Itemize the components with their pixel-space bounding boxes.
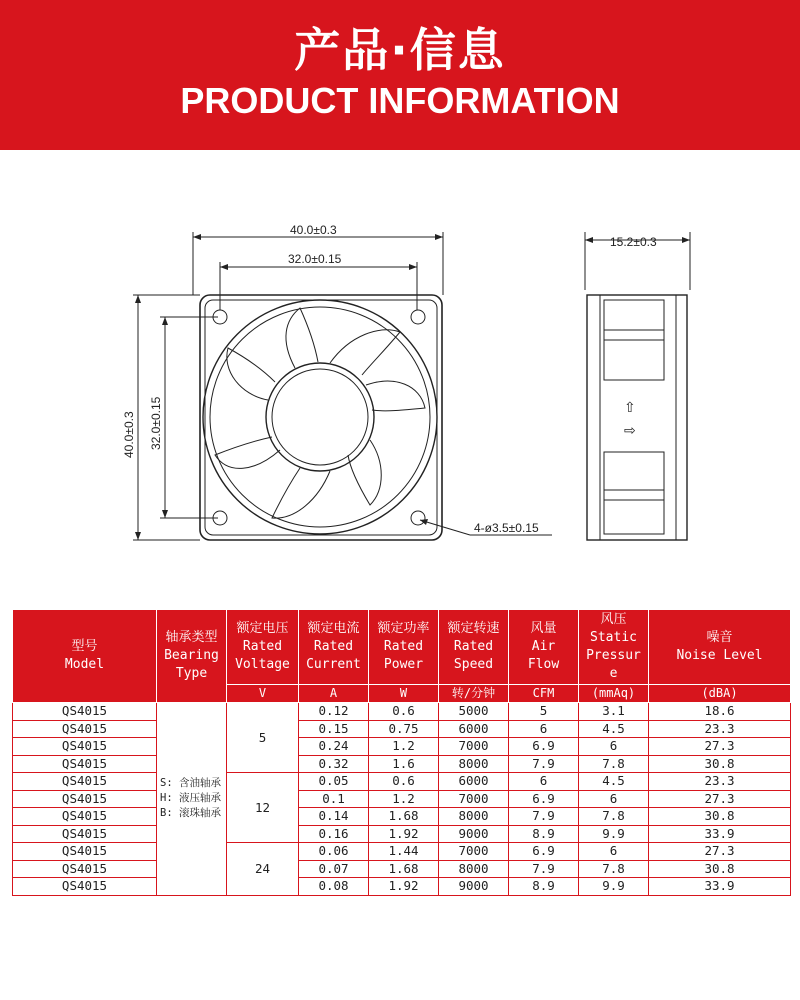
cell-airflow: 6 <box>509 773 579 791</box>
table-row <box>13 773 791 791</box>
cell-voltage: 24 <box>227 843 299 896</box>
unit-speed: 转/分钟 <box>439 685 509 703</box>
cell-current: 0.16 <box>299 825 369 843</box>
cell-model: QS4015 <box>13 860 157 878</box>
cell-current: 0.08 <box>299 878 369 896</box>
table-row <box>13 755 791 773</box>
unit-voltage: V <box>227 685 299 703</box>
arrow-head <box>220 264 228 270</box>
cell-model: QS4015 <box>13 773 157 791</box>
cell-model: QS4015 <box>13 755 157 773</box>
header-pressure: 风压 Static Pressur e <box>579 610 649 685</box>
fan-blade-4 <box>272 468 330 518</box>
table-row <box>13 790 791 808</box>
arrow-head <box>162 317 168 325</box>
cell-airflow: 6.9 <box>509 790 579 808</box>
table-row <box>13 720 791 738</box>
header-current: 额定电流 Rated Current <box>299 610 369 685</box>
cell-pressure: 9.9 <box>579 825 649 843</box>
cell-pressure: 7.8 <box>579 808 649 826</box>
dim-label-height-inner: 32.0±0.15 <box>149 396 163 450</box>
cell-model: QS4015 <box>13 720 157 738</box>
fan-blade-3 <box>348 440 381 505</box>
title-english: PRODUCT INFORMATION <box>180 80 620 121</box>
cell-power: 1.68 <box>369 808 439 826</box>
header-power: 额定功率 Rated Power <box>369 610 439 685</box>
header-bearing: 轴承类型 Bearing Type <box>157 610 227 703</box>
cell-pressure: 3.1 <box>579 703 649 721</box>
cell-pressure: 6 <box>579 843 649 861</box>
cell-current: 0.14 <box>299 808 369 826</box>
cell-speed: 8000 <box>439 860 509 878</box>
cell-power: 1.92 <box>369 878 439 896</box>
cell-power: 1.44 <box>369 843 439 861</box>
cell-airflow: 6.9 <box>509 738 579 756</box>
mount-hole-top-right <box>411 310 425 324</box>
cell-power: 1.2 <box>369 790 439 808</box>
cell-noise: 27.3 <box>649 790 791 808</box>
header-voltage: 额定电压 Rated Voltage <box>227 610 299 685</box>
unit-power: W <box>369 685 439 703</box>
cell-voltage: 12 <box>227 773 299 843</box>
cell-power: 0.6 <box>369 703 439 721</box>
cell-pressure: 9.9 <box>579 878 649 896</box>
cell-speed: 9000 <box>439 825 509 843</box>
unit-current: A <box>299 685 369 703</box>
cell-speed: 6000 <box>439 773 509 791</box>
dim-label-holes: 4-ø3.5±0.15 <box>474 521 539 535</box>
cell-power: 1.92 <box>369 825 439 843</box>
arrow-head <box>409 264 417 270</box>
cell-airflow: 5 <box>509 703 579 721</box>
cell-noise: 27.3 <box>649 738 791 756</box>
cell-speed: 7000 <box>439 790 509 808</box>
unit-pressure: (mmAq) <box>579 685 649 703</box>
cell-bearing-types <box>157 703 227 896</box>
cell-power: 1.2 <box>369 738 439 756</box>
fan-blade-6 <box>227 348 275 400</box>
cell-noise: 23.3 <box>649 773 791 791</box>
cell-model: QS4015 <box>13 790 157 808</box>
bearing-type-line: S: 含油轴承 <box>160 777 221 790</box>
dim-label-width-inner: 32.0±0.15 <box>288 252 342 266</box>
cell-noise: 30.8 <box>649 808 791 826</box>
cell-model: QS4015 <box>13 843 157 861</box>
cell-model: QS4015 <box>13 703 157 721</box>
fan-shroud <box>203 300 437 534</box>
table-row <box>13 825 791 843</box>
cell-model: QS4015 <box>13 808 157 826</box>
unit-airflow: CFM <box>509 685 579 703</box>
cell-speed: 6000 <box>439 720 509 738</box>
cell-speed: 8000 <box>439 808 509 826</box>
header-airflow: 风量 Air Flow <box>509 610 579 685</box>
cell-model: QS4015 <box>13 825 157 843</box>
table-row <box>13 703 791 721</box>
cell-current: 0.32 <box>299 755 369 773</box>
arrow-head <box>135 295 141 303</box>
side-frame <box>587 295 687 540</box>
table-row <box>13 860 791 878</box>
header-model: 型号 Model <box>13 610 157 703</box>
cell-model: QS4015 <box>13 878 157 896</box>
cell-speed: 7000 <box>439 843 509 861</box>
cell-noise: 30.8 <box>649 755 791 773</box>
table-row <box>13 878 791 896</box>
cell-current: 0.12 <box>299 703 369 721</box>
cell-current: 0.15 <box>299 720 369 738</box>
bearing-type-line: H: 液压轴承 <box>160 792 221 805</box>
cell-airflow: 6.9 <box>509 843 579 861</box>
cell-power: 1.6 <box>369 755 439 773</box>
dim-label-height-outer: 40.0±0.3 <box>122 411 136 458</box>
airflow-up-arrow-icon: ⇧ <box>624 399 636 415</box>
arrow-head <box>682 237 690 243</box>
title-chinese: 产品·信息 <box>294 23 506 77</box>
header-banner <box>0 0 800 150</box>
table-row <box>13 843 791 861</box>
cell-noise: 30.8 <box>649 860 791 878</box>
cell-power: 0.6 <box>369 773 439 791</box>
cell-current: 0.1 <box>299 790 369 808</box>
header-noise: 噪音 Noise Level <box>649 610 791 685</box>
unit-noise: (dBA) <box>649 685 791 703</box>
cell-current: 0.06 <box>299 843 369 861</box>
arrow-head <box>435 234 443 240</box>
cell-speed: 5000 <box>439 703 509 721</box>
fan-blade-1 <box>330 330 400 375</box>
arrow-head <box>585 237 593 243</box>
arrow-head <box>193 234 201 240</box>
cell-noise: 33.9 <box>649 825 791 843</box>
mount-hole-bottom-right <box>411 511 425 525</box>
bearing-type-line: B: 滚珠轴承 <box>160 807 221 820</box>
cell-voltage: 5 <box>227 703 299 773</box>
fan-frame <box>200 295 442 540</box>
cell-noise: 33.9 <box>649 878 791 896</box>
cell-airflow: 7.9 <box>509 808 579 826</box>
rotation-right-arrow-icon: ⇨ <box>624 422 636 438</box>
cell-pressure: 7.8 <box>579 860 649 878</box>
technical-drawing <box>0 150 800 600</box>
dim-label-depth: 15.2±0.3 <box>610 235 657 249</box>
spec-table-body <box>13 703 791 896</box>
table-row <box>13 808 791 826</box>
arrow-head <box>162 510 168 518</box>
cell-pressure: 7.8 <box>579 755 649 773</box>
cell-speed: 7000 <box>439 738 509 756</box>
fan-hub-inner <box>272 369 368 465</box>
cell-airflow: 6 <box>509 720 579 738</box>
cell-pressure: 4.5 <box>579 773 649 791</box>
fan-blade-2 <box>366 381 425 411</box>
cell-model: QS4015 <box>13 738 157 756</box>
cell-airflow: 8.9 <box>509 825 579 843</box>
side-lower-block <box>604 452 664 534</box>
cell-current: 0.05 <box>299 773 369 791</box>
hole-leader-line <box>420 520 470 535</box>
dim-label-width-outer: 40.0±0.3 <box>290 223 337 237</box>
cell-speed: 8000 <box>439 755 509 773</box>
fan-blade-7 <box>286 308 318 368</box>
cell-pressure: 6 <box>579 790 649 808</box>
cell-pressure: 4.5 <box>579 720 649 738</box>
header-speed: 额定转速 Rated Speed <box>439 610 509 685</box>
cell-airflow: 7.9 <box>509 860 579 878</box>
table-row <box>13 738 791 756</box>
spec-table <box>12 609 791 896</box>
cell-airflow: 7.9 <box>509 755 579 773</box>
fan-blade-5 <box>215 437 280 468</box>
fan-dimension-drawing <box>0 150 800 600</box>
arrow-head <box>135 532 141 540</box>
header-row <box>13 610 791 685</box>
fan-hub <box>266 363 374 471</box>
cell-power: 1.68 <box>369 860 439 878</box>
cell-noise: 18.6 <box>649 703 791 721</box>
fan-shroud-inner <box>210 307 430 527</box>
cell-noise: 27.3 <box>649 843 791 861</box>
cell-noise: 23.3 <box>649 720 791 738</box>
cell-pressure: 6 <box>579 738 649 756</box>
cell-current: 0.24 <box>299 738 369 756</box>
cell-airflow: 8.9 <box>509 878 579 896</box>
cell-speed: 9000 <box>439 878 509 896</box>
cell-current: 0.07 <box>299 860 369 878</box>
cell-power: 0.75 <box>369 720 439 738</box>
